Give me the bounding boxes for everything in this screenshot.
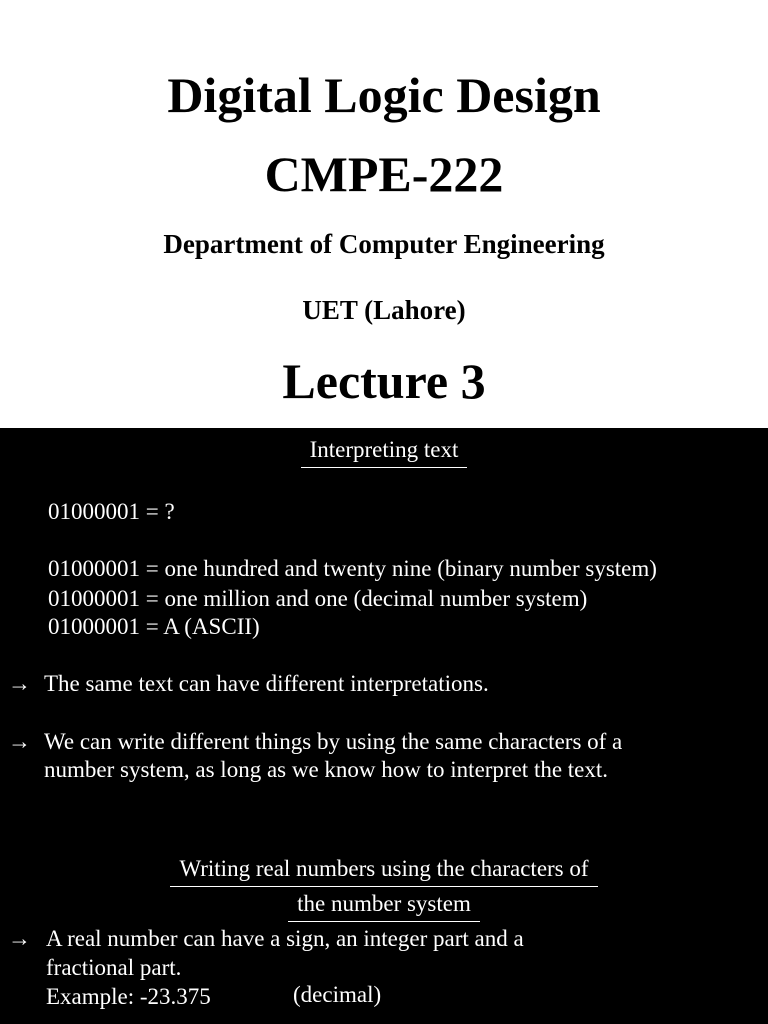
example-note: (decimal) [293,982,382,1007]
interpretation-binary: 01000001 = one hundred and twenty nine (binary number system) [48,556,657,581]
example-value: Example: -23.375 [46,984,211,1009]
arrow-icon: → [8,926,31,951]
question-line: 01000001 = ? [48,499,175,524]
arrow-icon: → [8,729,31,754]
point-real-number-line1: A real number can have a sign, an integer part and a [46,926,524,951]
point-same-text: The same text can have different interpretations. [44,671,489,696]
university-name: UET (Lahore) [302,295,466,325]
department-name: Department of Computer Engineering [163,229,605,259]
interpretation-decimal: 01000001 = one million and one (decimal number system) [48,586,588,611]
course-title: Digital Logic Design [167,67,601,123]
course-code: CMPE-222 [264,146,504,202]
slide-heading-interpreting-text: Interpreting text [0,436,768,468]
slide-heading-real-numbers-line1: Writing real numbers using the characters of [0,855,768,887]
interpretation-ascii: 01000001 = A (ASCII) [48,614,260,639]
arrow-icon: → [8,671,31,696]
point-write-different-line2: number system, as long as we know how to interpret the text. [44,757,609,782]
lecture-slide [0,428,768,1024]
point-write-different-line1: We can write different things by using the same characters of a [44,729,623,754]
point-real-number-line2: fractional part. [46,955,182,980]
lecture-number: Lecture 3 [282,353,486,409]
title-page [0,0,768,428]
slide-heading-real-numbers-line2: the number system [0,890,768,922]
